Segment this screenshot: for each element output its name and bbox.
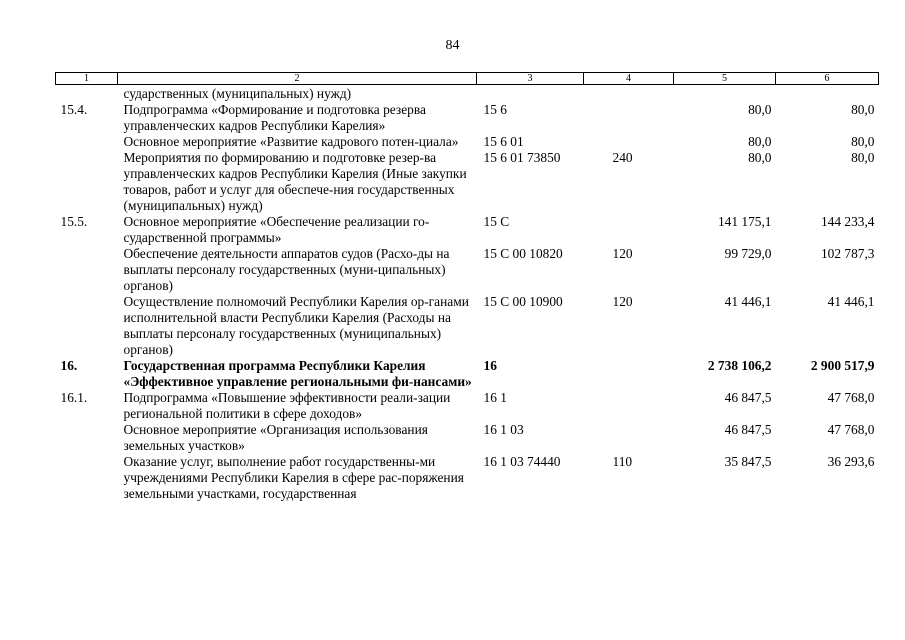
row-value-year-1: 80,0 bbox=[748, 102, 772, 117]
row-code: 15 6 01 73850 bbox=[483, 150, 561, 165]
row-number: 15.4. bbox=[60, 102, 88, 117]
row-value-year-2: 144 233,4 bbox=[820, 214, 875, 229]
row-code: 16 1 03 bbox=[483, 422, 524, 437]
row-code: 15 С 00 10820 bbox=[483, 246, 563, 261]
row-expense-type: 120 bbox=[612, 246, 633, 261]
row-code: 15 С 00 10900 bbox=[483, 294, 563, 309]
table-row bbox=[56, 454, 879, 502]
column-header: 2 bbox=[118, 73, 477, 85]
row-code: 15 6 01 bbox=[483, 134, 524, 149]
row-value-year-2: 80,0 bbox=[851, 102, 875, 117]
table-row bbox=[56, 358, 879, 390]
row-expense-type bbox=[584, 214, 674, 246]
table-row bbox=[56, 150, 879, 214]
column-header: 5 bbox=[674, 73, 776, 85]
column-header: 6 bbox=[776, 73, 879, 85]
row-name: Подпрограмма «Повышение эффективности реали-зации региональной политики в сфере доходов» bbox=[123, 390, 451, 421]
row-name: Осуществление полномочий Республики Карелия ор-ганами исполнительной власти Республики Карелия (Расходы на выплаты персоналу государственных (муниципальных) органов) bbox=[123, 294, 469, 357]
row-code: 16 bbox=[483, 358, 497, 373]
row-value-year-1: 2 738 106,2 bbox=[707, 358, 772, 373]
row-name: Оказание услуг, выполнение работ государственны-ми учреждениями Республики Карелия в сфере рас-поряжения земельными участками, государственная bbox=[123, 454, 464, 501]
row-name: Подпрограмма «Формирование и подготовка резерва управленческих кадров Республики Карелия» bbox=[123, 102, 426, 133]
row-value-year-2 bbox=[776, 85, 879, 103]
row-name: Государственная программа Республики Карелия «Эффективное управление региональными фи-нансами» bbox=[123, 358, 472, 389]
row-expense-type bbox=[584, 390, 674, 422]
row-value-year-1 bbox=[674, 85, 776, 103]
row-expense-type bbox=[584, 102, 674, 134]
row-number bbox=[56, 294, 118, 358]
table-row bbox=[56, 85, 879, 103]
column-header: 3 bbox=[477, 73, 584, 85]
row-number bbox=[56, 454, 118, 502]
table-row bbox=[56, 294, 879, 358]
row-value-year-2: 47 768,0 bbox=[827, 390, 875, 405]
page-number: 84 bbox=[445, 38, 460, 53]
row-value-year-2: 41 446,1 bbox=[827, 294, 875, 309]
row-expense-type bbox=[584, 422, 674, 454]
row-expense-type bbox=[584, 134, 674, 150]
row-number bbox=[56, 246, 118, 294]
table-row bbox=[56, 390, 879, 422]
row-name: сударственных (муниципальных) нужд) bbox=[123, 86, 352, 101]
row-code: 16 1 bbox=[483, 390, 507, 405]
row-code: 16 1 03 74440 bbox=[483, 454, 561, 469]
table-row bbox=[56, 134, 879, 150]
row-value-year-1: 141 175,1 bbox=[717, 214, 772, 229]
row-value-year-2: 2 900 517,9 bbox=[810, 358, 875, 373]
row-number: 16. bbox=[60, 358, 78, 373]
table-row bbox=[56, 422, 879, 454]
row-number bbox=[56, 134, 118, 150]
row-number bbox=[56, 422, 118, 454]
row-value-year-2: 80,0 bbox=[851, 150, 875, 165]
budget-table bbox=[55, 72, 879, 502]
row-number bbox=[56, 150, 118, 214]
column-header: 1 bbox=[56, 73, 118, 85]
table-row bbox=[56, 246, 879, 294]
row-name: Основное мероприятие «Организация использования земельных участков» bbox=[123, 422, 428, 453]
column-header: 4 bbox=[584, 73, 674, 85]
table-row bbox=[56, 102, 879, 134]
row-code: 15 6 bbox=[483, 102, 507, 117]
row-value-year-1: 46 847,5 bbox=[724, 390, 772, 405]
row-value-year-2: 80,0 bbox=[851, 134, 875, 149]
row-number: 15.5. bbox=[60, 214, 88, 229]
row-value-year-1: 99 729,0 bbox=[724, 246, 772, 261]
row-value-year-2: 47 768,0 bbox=[827, 422, 875, 437]
row-value-year-2: 36 293,6 bbox=[827, 454, 875, 469]
row-name: Обеспечение деятельности аппаратов судов (Расхо-ды на выплаты персоналу государственных (муни-ципальных) органов) bbox=[123, 246, 450, 293]
row-expense-type bbox=[584, 85, 674, 103]
row-value-year-1: 46 847,5 bbox=[724, 422, 772, 437]
row-name: Мероприятия по формированию и подготовке резер-ва управленческих кадров Республики Карелия (Иные закупки товаров, работ и услуг для обеспече-ния государственных (муниципальных) нужд) bbox=[123, 150, 467, 213]
row-expense-type: 120 bbox=[612, 294, 633, 309]
row-expense-type: 240 bbox=[612, 150, 633, 165]
row-value-year-1: 80,0 bbox=[748, 134, 772, 149]
table-body bbox=[56, 85, 879, 503]
row-name: Основное мероприятие «Обеспечение реализации го-сударственной программы» bbox=[123, 214, 430, 245]
row-value-year-1: 35 847,5 bbox=[724, 454, 772, 469]
row-code: 15 С bbox=[483, 214, 510, 229]
row-number bbox=[56, 85, 118, 103]
row-number: 16.1. bbox=[60, 390, 88, 405]
row-name: Основное мероприятие «Развитие кадрового потен-циала» bbox=[123, 134, 459, 149]
row-expense-type: 110 bbox=[612, 454, 633, 469]
row-value-year-1: 41 446,1 bbox=[724, 294, 772, 309]
row-expense-type bbox=[584, 358, 674, 390]
row-code bbox=[477, 85, 584, 103]
table-header-row bbox=[56, 73, 879, 85]
table-row bbox=[56, 214, 879, 246]
row-value-year-2: 102 787,3 bbox=[820, 246, 875, 261]
row-value-year-1: 80,0 bbox=[748, 150, 772, 165]
